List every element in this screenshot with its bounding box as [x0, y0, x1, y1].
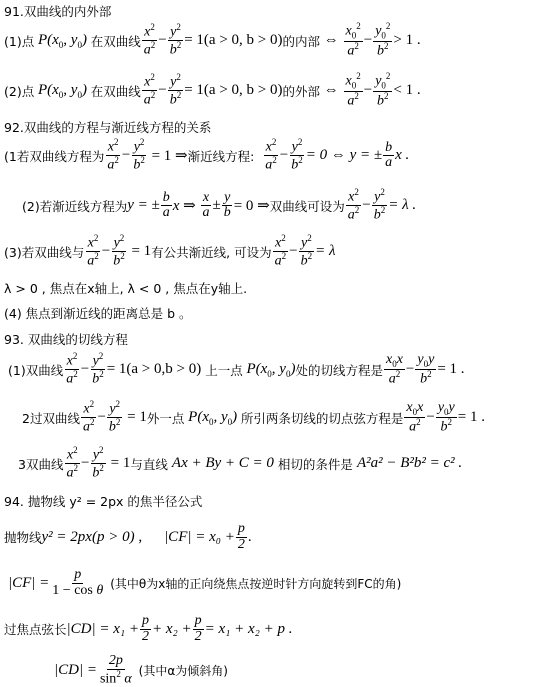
frac-x0a: $\frac{x_0^2}{a^2}$	[345, 21, 361, 59]
frac-p2: $\frac{p}{2}$	[194, 613, 202, 644]
s92-line2: (2)若渐近线方程为 y = ± $\frac{b}{a}$ x ⇒ $\frac{x}{a}$ ± $\frac{y}{b}$ = 0 ⇒ 双曲线可设为 $\frac{x^2}{a^2}$ − $\frac{y^2}{b^2}$ = λ .	[22, 187, 417, 223]
frac-ba: $\frac{b}{a}$	[162, 189, 170, 221]
frac-x2a2: $\frac{x^2}{a^2}$	[265, 137, 277, 173]
s91-line2: (2)点 $P(x_0$, $y_0$) 在双曲线 $\frac{x^2}{a^2}$ − $\frac{y^2}{b^2}$ = 1(a > 0, b > 0) 的外部 ⇔ $\frac{x_0^2}{a^2}$ − $\frac{y_0^2}{b^2}$ < 1 .	[4, 71, 421, 109]
s92-l2-mid: 双曲线可设为	[269, 198, 345, 214]
frac-x2a2: $\frac{x^2}{a^2}$	[66, 351, 78, 387]
section-94-title: 94. 抛物线 y² = 2px 的焦半径公式	[4, 494, 203, 509]
frac-y2b2: $\frac{y^2}{b^2}$	[291, 137, 303, 173]
s91-l1-suffix: 的内部	[282, 33, 320, 49]
s93-l2-suffix: 所引两条切线的切点弦方程是	[240, 410, 404, 426]
s94-l2-cf: |CF| =	[8, 574, 50, 591]
s92-l3-prefix: (3)若双曲线与	[4, 244, 85, 260]
frac-p-1cos: $\frac{p}{\text{1 − cos θ}}$	[52, 567, 104, 598]
s93-l2-tail: = 1 .	[457, 409, 485, 426]
section-93-title: 93. 双曲线的切线方程	[4, 332, 128, 347]
s91-l2-suffix: 的外部	[282, 83, 320, 99]
s91-l1-mid: 在双曲线	[90, 33, 141, 49]
s92-l1-prefix: (1若双曲线方程为	[4, 148, 105, 164]
s93-line1: (1)双曲线 $\frac{x^2}{a^2}$ − $\frac{y^2}{b^2}$ = 1(a > 0,b > 0) 上一点 $P(x_0$, $y_0$) 处的切线方程是 $\frac{x_0x}{a^2}$ − $\frac{y_0y}{b^2}$ = 1 .	[8, 351, 465, 387]
frac-x2a2: $\frac{x^2}{a^2}$	[66, 445, 78, 481]
frac-y0y-b2: $\frac{y_0y}{b^2}$	[417, 351, 435, 387]
frac-2p-sin2: $\frac{2p}{\sin^2 \alpha}$	[99, 653, 132, 687]
s94-l1-prefix: 抛物线	[4, 530, 42, 546]
frac-x2a2: $\frac{x^2}{a^2}$	[143, 71, 156, 108]
s94-l4-eq: |CD| =	[54, 662, 97, 679]
frac-x0a: $\frac{x_0^2}{a^2}$	[345, 71, 361, 109]
frac-x2a2: $\frac{x^2}{a^2}$	[347, 187, 360, 223]
s94-l3-prefix: 过焦点弦长	[4, 622, 67, 638]
s94-line2	[8, 568, 401, 598]
frac-y2b2: $\frac{y^2}{b^2}$	[169, 21, 182, 58]
point-p: $P(x_0$, $y_0$)	[34, 31, 91, 50]
s93-l1-tail: = 1 .	[437, 361, 465, 378]
s91-l1-prefix: (1)点	[4, 33, 35, 49]
s94-l3-eq: |CD| = x₁ +	[66, 620, 139, 637]
s93-l3-cond: A²a² − B²b² = c² .	[356, 455, 463, 472]
s92-l1-tail: = 0 ⇔ y = ±	[305, 147, 383, 164]
frac-y0b: $\frac{y_0^2}{b^2}$	[375, 71, 391, 109]
s92-l2-tail: = λ .	[388, 197, 417, 214]
s94-l1-eq: y² = 2px(p > 0) ,	[41, 528, 143, 545]
frac-y2b2: $\frac{y^2}{b^2}$	[300, 233, 313, 269]
s93-line3: 3双曲线 $\frac{x^2}{a^2}$ − $\frac{y^2}{b^2}$ = 1 与直线 Ax + By + C = 0 相切的条件是 A²a² − B²b² = c² .	[18, 445, 463, 481]
frac-y2b2: $\frac{y^2}{b^2}$	[92, 445, 104, 481]
s91-line1: (1)点 $P(x_0$, $y_0$) 在双曲线 $\frac{x^2}{a^2}$ − $\frac{y^2}{b^2}$ = 1(a > 0, b > 0) 的内部 ⇔ $\frac{x_0^2}{a^2}$ − $\frac{y_0^2}{b^2}$ > 1 .	[4, 21, 421, 59]
s91-l2-mid: 在双曲线	[90, 83, 141, 99]
s92-line4: λ > 0 , 焦点在x轴上, λ < 0 , 焦点在y轴上.	[4, 281, 248, 296]
section-92-title: 92.双曲线的方程与渐近线方程的关系	[4, 120, 212, 135]
s91-l2-tail: < 1 .	[393, 82, 421, 99]
s94-l2-note: (其中θ为x轴的正向绕焦点按逆时针方向旋转到FC的角)	[110, 576, 402, 591]
frac-y2b2: $\frac{y^2}{b^2}$	[108, 399, 121, 435]
s91-l2-cond: = 1(a > 0, b > 0)	[184, 82, 283, 99]
s94-l3-eq3: = x₁ + x₂ + p .	[204, 620, 293, 637]
frac-ba: $\frac{b}{a}$	[385, 139, 393, 171]
frac-x2a2: $\frac{x^2}{a^2}$	[274, 233, 287, 269]
frac-x2a2: $\frac{x^2}{a^2}$	[143, 21, 156, 58]
s93-l2-mid: 外一点	[146, 410, 185, 426]
s92-l3-mid: 有公共渐近线, 可设为	[151, 244, 272, 260]
s92-line1: (1若双曲线方程为 $\frac{x^2}{a^2}$ − $\frac{y^2}{b^2}$ = 1 ⇒ 渐近线方程: $\frac{x^2}{a^2}$ − $\frac{y^2}{b^2}$ = 0 ⇔ y = ± $\frac{b}{a}$ x .	[4, 137, 410, 173]
s92-line5: (4) 焦点到渐近线的距离总是 b 。	[4, 306, 192, 321]
frac-x0x-a2: $\frac{x_0x}{a^2}$	[406, 399, 424, 435]
section-91-title: 91.双曲线的内外部	[4, 4, 112, 19]
s93-l3-line: Ax + By + C = 0	[171, 455, 274, 472]
s93-l1-suffix: 处的切线方程是	[295, 362, 383, 378]
frac-p2: $\frac{p}{2}$	[141, 613, 149, 644]
frac-xa: $\frac{x}{a}$	[202, 189, 210, 221]
s93-l3-prefix: 3双曲线	[18, 456, 64, 472]
frac-x2a2: $\frac{x^2}{a^2}$	[107, 137, 119, 173]
s92-l1-mid: 渐近线方程:	[187, 148, 255, 164]
s93-l1-prefix: (1)双曲线	[8, 362, 64, 378]
s94-l1-cf: |CF| = x₀ +	[164, 528, 235, 545]
s94-line3	[4, 614, 292, 644]
s91-l1-tail: > 1 .	[393, 32, 421, 49]
frac-y0y-b2: $\frac{y_0y}{b^2}$	[437, 399, 455, 435]
s94-l4-note: (其中α为倾斜角)	[138, 664, 228, 679]
s91-l2-prefix: (2)点	[4, 83, 35, 99]
s92-l3-tail: = λ	[315, 243, 336, 260]
s93-line2: 2过双曲线 $\frac{x^2}{a^2}$ − $\frac{y^2}{b^2}$ = 1 外一点 $P(x_0$, $y_0$) 所引两条切线的切点弦方程是 $\frac{x_0x}{a^2}$ − $\frac{y_0y}{b^2}$ = 1 .	[22, 399, 485, 435]
s91-l1-cond: = 1(a > 0, b > 0)	[184, 32, 283, 49]
s93-l1-cond: = 1(a > 0,b > 0)	[106, 361, 202, 378]
frac-y0b: $\frac{y_0^2}{b^2}$	[375, 21, 391, 59]
s93-l2-prefix: 2过双曲线	[22, 410, 80, 426]
frac-yb: $\frac{y}{b}$	[223, 189, 231, 221]
s94-line4	[54, 654, 228, 687]
frac-y2b2: $\frac{y^2}{b^2}$	[373, 187, 386, 223]
frac-p2: $\frac{p}{2}$	[237, 521, 245, 552]
frac-y2b2: $\frac{y^2}{b^2}$	[133, 137, 145, 173]
s92-l2-prefix: (2)若渐近线方程为	[22, 198, 128, 214]
frac-y2b2: $\frac{y^2}{b^2}$	[113, 233, 125, 269]
frac-y2b2: $\frac{y^2}{b^2}$	[92, 351, 104, 387]
s93-l1-mid: 上一点	[205, 362, 243, 378]
s93-l3-suffix: 相切的条件是	[277, 456, 353, 472]
frac-x2a2: $\frac{x^2}{a^2}$	[87, 233, 99, 269]
frac-y2b2: $\frac{y^2}{b^2}$	[169, 71, 182, 108]
s94-line1: 抛物线 y² = 2px(p > 0) , |CF| = x₀ + $\frac{p}{2}$ .	[4, 521, 252, 552]
s94-l3-eq2: + x₂ +	[151, 620, 192, 637]
frac-x0x-a2: $\frac{x_0x}{a^2}$	[385, 351, 403, 387]
frac-x2a2: $\frac{x^2}{a^2}$	[82, 399, 95, 435]
s92-line3: (3)若双曲线与 $\frac{x^2}{a^2}$ − $\frac{y^2}{b^2}$ = 1 有公共渐近线, 可设为 $\frac{x^2}{a^2}$ − $\frac{y^2}{b^2}$ = λ	[4, 233, 336, 269]
point-p: $P(x_0$, $y_0$)	[34, 81, 91, 100]
s93-l3-mid: 与直线	[130, 456, 168, 472]
